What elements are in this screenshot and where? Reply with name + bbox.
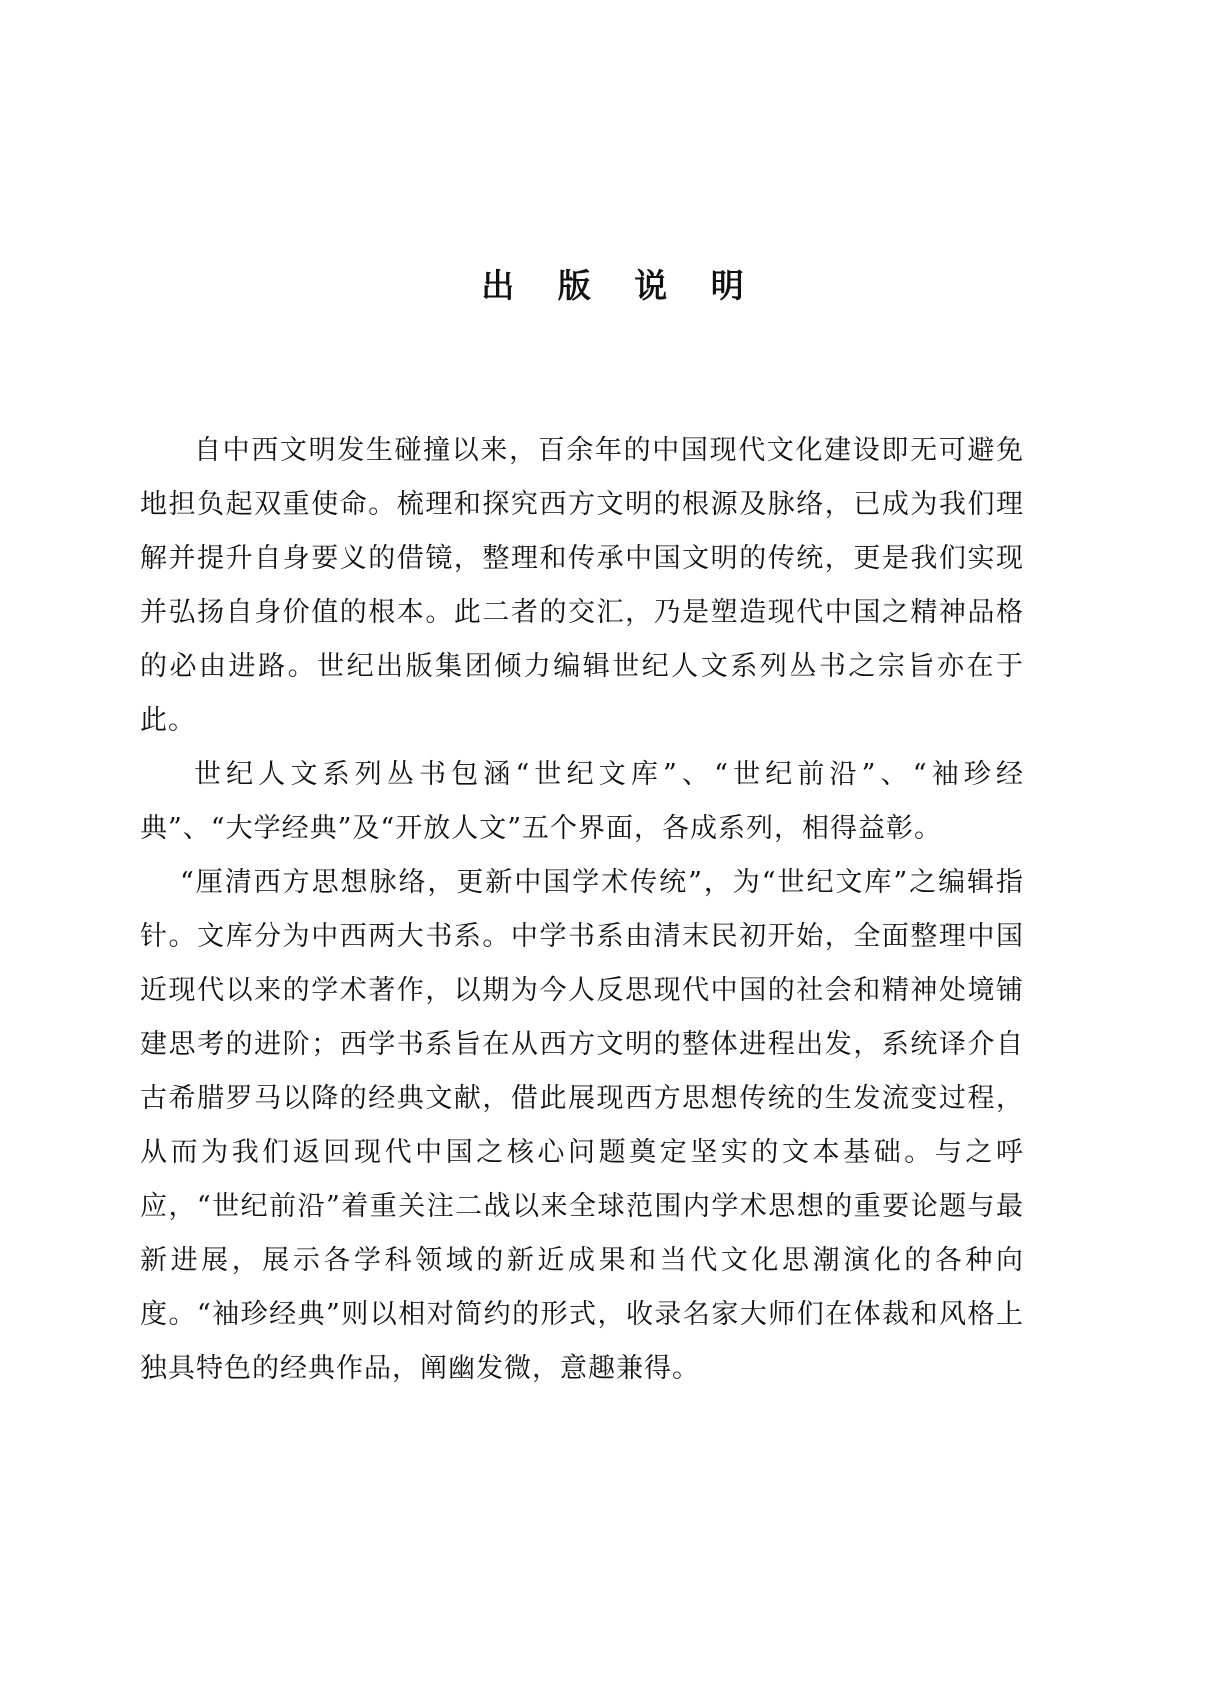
paragraph-1: 自中西文明发生碰撞以来，百余年的中国现代文化建设即无可避免地担负起双重使命。梳理和探究西方文明的根源及脉络，已成为我们理解并提升自身要义的借镜，整理和传承中国文明的传统，更是我们实现并弘扬自身价值的根本。此二者的交汇，乃是塑造现代中国之精神品格的必由进路。世纪出版集团倾力编辑世纪人文系列丛书之宗旨亦在于此。 <box>140 435 1024 736</box>
paragraph-3: “厘清西方思想脉络，更新中国学术传统”，为“世纪文库”之编辑指针。文库分为中西两大书系。中学书系由清末民初开始，全面整理中国近现代以来的学术著作，以期为今人反思现代中国的社会和精神处境铺建思考的进阶；西学书系旨在从西方文明的整体进程出发，系统译介自古希腊罗马以降的经典文献，借此展现西方思想传统的生发流变过程，从而为我们返回现代中国之核心问题奠定坚实的文本基础。与之呼应，“世纪前沿”着重关注二战以来全球范围内学术思想的重要论题与最新进展，展示各学科领域的新近成果和当代文化思潮演化的各种向度。“袖珍经典”则以相对简约的形式，收录名家大师们在体裁和风格上独具特色的经典作品，阐幽发微，意趣兼得。 <box>140 867 1024 1384</box>
body-text <box>140 424 1024 1396</box>
paragraph-2: 世纪人文系列丛书包涵“世纪文库”、“世纪前沿”、“袖珍经典”、“大学经典”及“开放人文”五个界面，各成系列，相得益彰。 <box>140 759 1024 844</box>
page-title: 出 版 说 明 <box>481 266 760 305</box>
